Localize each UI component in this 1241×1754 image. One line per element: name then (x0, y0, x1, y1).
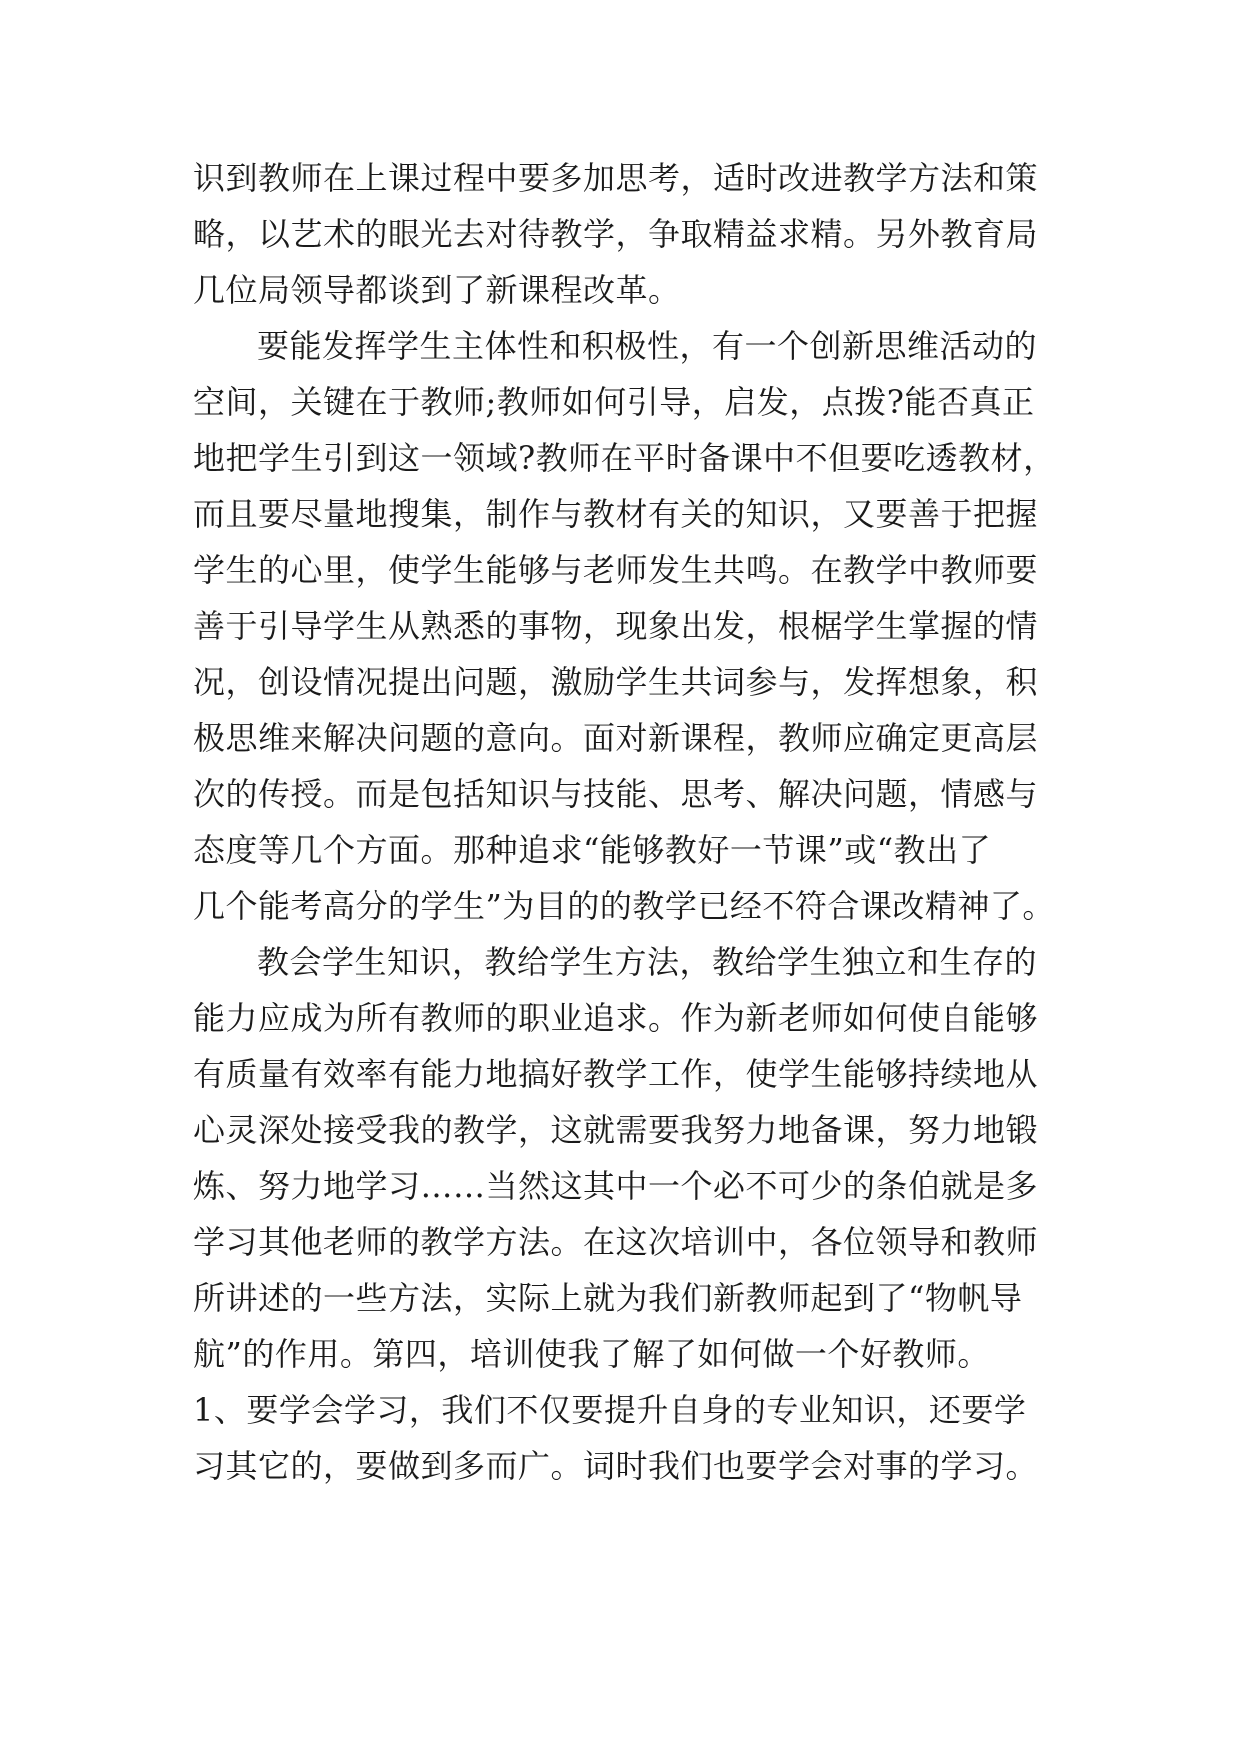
text-line: 学生的心里，使学生能够与老师发生共鸣。在教学中教师要 (193, 551, 1039, 589)
text-line: 心灵深处接受我的教学，这就需要我努力地备课，努力地锻 (193, 1111, 1039, 1149)
text-line: 炼、努力地学习……当然这其中一个必不可少的条伯就是多 (193, 1167, 1039, 1205)
text-line: 有质量有效率有能力地搞好教学工作，使学生能够持续地从 (193, 1055, 1039, 1093)
document-body (193, 150, 1073, 1494)
text-line: 能力应成为所有教师的职业追求。作为新老师如何使自能够 (193, 999, 1039, 1037)
text-line: 空间，关键在于教师;教师如何引导，启发，点拨?能否真正 (193, 383, 1035, 421)
text-line: 次的传授。而是包括知识与技能、思考、解决问题，情感与 (193, 775, 1039, 813)
text-line: 善于引导学生从熟悉的事物，现象出发，根椐学生掌握的情 (193, 607, 1039, 645)
text-line: 学习其他老师的教学方法。在这次培训中，各位领导和教师 (193, 1223, 1039, 1261)
text-line: 略，以艺术的眼光去对待教学，争取精益求精。另外教育局 (193, 215, 1039, 253)
text-line: 几位局领导都谈到了新课程改革。 (193, 271, 681, 309)
text-line: 而且要尽量地搜集，制作与教材有关的知识，又要善于把握 (193, 495, 1039, 533)
text-line: 几个能考高分的学生”为目的的教学已经不符合课改精神了。 (193, 887, 1055, 925)
paragraph-first-line: 教会学生知识，教给学生方法，教给学生独立和生存的 (257, 943, 1038, 981)
text-line: 况，创设情况提出问题，激励学生共词参与，发挥想象，积 (193, 663, 1039, 701)
text-line: 所讲述的一些方法，实际上就为我们新教师起到了“物帆导 (193, 1279, 1023, 1317)
paragraph-first-line: 要能发挥学生主体性和积极性，有一个创新思维活动的 (257, 327, 1038, 365)
text-line: 态度等几个方面。那种追求“能够教好一节课”或“教出了 (193, 831, 992, 869)
text-line: 1、要学会学习，我们不仅要提升自身的专业知识，还要学 (193, 1391, 1027, 1429)
text-line: 航”的作用。第四，培训使我了解了如何做一个好教师。 (193, 1335, 990, 1373)
text-line: 地把学生引到这一领域?教师在平时备课中不但要吃透教材， (193, 439, 1056, 477)
text-line: 识到教师在上课过程中要多加思考，适时改进教学方法和策 (193, 159, 1039, 197)
text-line: 极思维来解决问题的意向。面对新课程，教师应确定更高层 (193, 719, 1039, 757)
text-line: 习其它的，要做到多而广。词时我们也要学会对事的学习。 (193, 1447, 1039, 1485)
